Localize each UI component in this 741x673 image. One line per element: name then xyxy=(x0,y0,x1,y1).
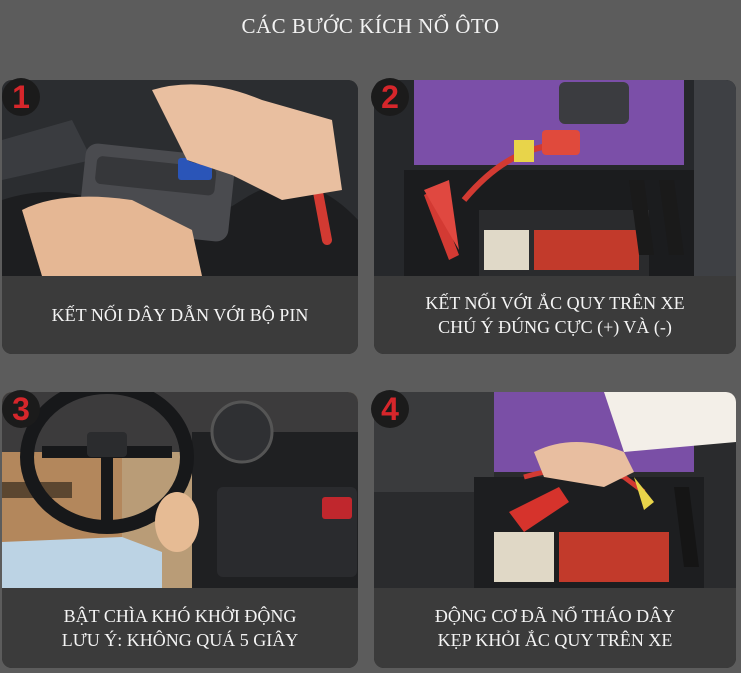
step-4-caption-line-1: ĐỘNG CƠ ĐÃ NỔ THÁO DÂY xyxy=(434,606,676,626)
step-1-photo-connect-cable-to-pack xyxy=(2,80,358,276)
page-title: CÁC BƯỚC KÍCH NỔ ÔTO xyxy=(241,14,500,38)
step-4-card xyxy=(374,392,736,668)
step-3-photo-turn-ignition-key xyxy=(2,392,358,588)
step-4-caption xyxy=(374,588,736,668)
step-3-caption-line-1: BẬT CHÌA KHÓ KHỞI ĐỘNG xyxy=(63,606,297,626)
step-2-card xyxy=(374,80,736,354)
step-4-photo-remove-clamps xyxy=(374,392,736,588)
step-3-card xyxy=(2,392,358,668)
step-1-number-badge: 1 xyxy=(2,78,40,116)
step-3-caption xyxy=(2,588,358,668)
step-3-caption-line-2: LƯU Ý: KHÔNG QUÁ 5 GIÂY xyxy=(61,630,299,650)
step-4-caption-line-2: KẸP KHỎI ẮC QUY TRÊN XE xyxy=(437,630,673,650)
step-2-caption-line-1: KẾT NỐI VỚI ẮC QUY TRÊN XE xyxy=(425,293,685,313)
step-2-number-badge: 2 xyxy=(371,78,409,116)
step-2-photo-clamp-to-battery xyxy=(374,80,736,276)
step-4-number-badge: 4 xyxy=(371,390,409,428)
step-1-caption-line-1: KẾT NỐI DÂY DẪN VỚI BỘ PIN xyxy=(51,305,309,325)
step-3-number-badge: 3 xyxy=(2,390,40,428)
step-2-caption-line-2: CHÚ Ý ĐÚNG CỰC (+) VÀ (-) xyxy=(438,317,672,337)
step-2-caption xyxy=(374,276,736,354)
step-1-card xyxy=(2,80,358,354)
step-1-caption xyxy=(2,276,358,354)
